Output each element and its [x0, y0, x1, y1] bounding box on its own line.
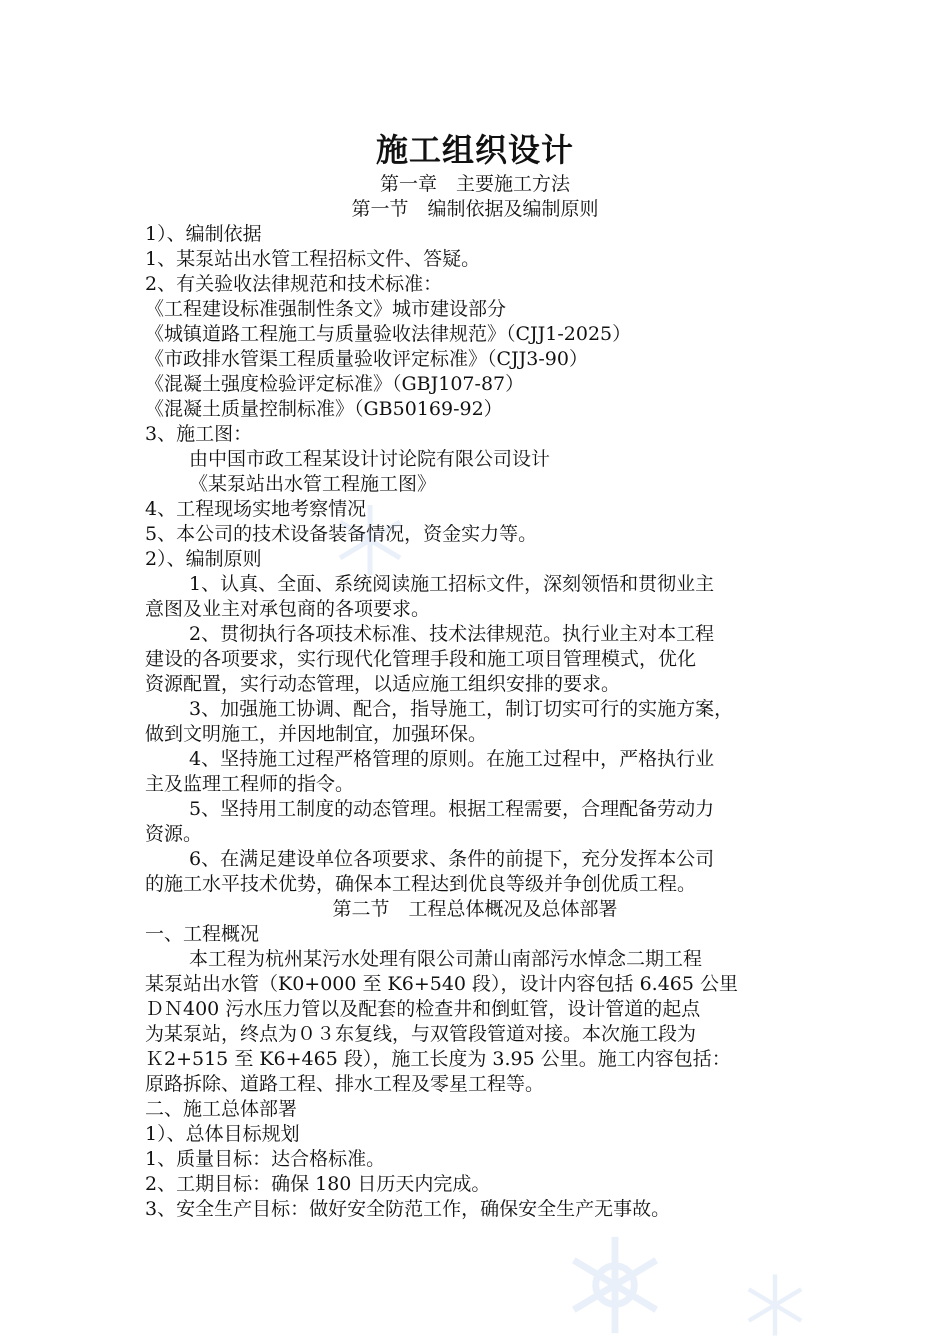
- text-line: 本工程为杭州某污水处理有限公司萧山南部污水悼念二期工程: [189, 948, 703, 970]
- text-line: 2、贯彻执行各项技术标准、技术法律规范。执行业主对本工程: [189, 623, 715, 645]
- text-line: 3、施工图：: [145, 423, 253, 445]
- section-heading: 第一节 编制依据及编制原则: [351, 198, 599, 220]
- text-line: 《工程建设标准强制性条文》城市建设部分: [145, 298, 507, 320]
- text-line: ＤＮ400 污水压力管以及配套的检查井和倒虹管，设计管道的起点: [145, 998, 701, 1020]
- text-line: 5、本公司的技术设备装备情况，资金实力等。: [145, 523, 538, 545]
- text-line: 原路拆除、道路工程、排水工程及零星工程等。: [145, 1073, 545, 1095]
- text-line: 《某泵站出水管工程施工图》: [189, 473, 437, 495]
- text-line: 1）、编制依据: [145, 223, 262, 245]
- text-line: 1、认真、全面、系统阅读施工招标文件，深刻领悟和贯彻业主: [189, 573, 715, 595]
- snowflake-watermark-icon: [740, 1270, 810, 1340]
- text-line: 做到文明施工，并因地制宜，加强环保。: [145, 723, 488, 745]
- text-line: 二、施工总体部署: [145, 1098, 298, 1120]
- text-line: 由中国市政工程某设计讨论院有限公司设计: [189, 448, 551, 470]
- text-line: 5、坚持用工制度的动态管理。根据工程需要，合理配备劳动力: [189, 798, 715, 820]
- text-line: 2）、编制原则: [145, 548, 262, 570]
- text-line: 6、在满足建设单位各项要求、条件的前提下，充分发挥本公司: [189, 848, 715, 870]
- text-line: 2、工期目标：确保 180 日历天内完成。: [145, 1173, 491, 1195]
- snowflake-watermark-icon: [560, 1230, 670, 1340]
- text-line: Ｋ2+515 至 K6+465 段），施工长度为 3.95 公里。施工内容包括：: [145, 1048, 731, 1070]
- text-line: 《混凝土强度检验评定标准》（GBJ107-87）: [145, 373, 525, 395]
- text-line: 3、加强施工协调、配合，指导施工，制订切实可行的实施方案，: [189, 698, 734, 720]
- text-line: 一、工程概况: [145, 923, 260, 945]
- text-line: 为某泵站，终点为０３东复线，与双管段管道对接。本次施工段为: [145, 1023, 697, 1045]
- text-line: 主及监理工程师的指令。: [145, 773, 355, 795]
- text-line: 2、有关验收法律规范和技术标准：: [145, 273, 443, 295]
- document-body: [145, 172, 825, 1222]
- text-line: 3、安全生产目标：做好安全防范工作，确保安全生产无事故。: [145, 1198, 671, 1220]
- text-line: 《市政排水管渠工程质量验收评定标准》（CJJ3-90）: [145, 348, 588, 370]
- text-line: 某泵站出水管（K0+000 至 K6+540 段），设计内容包括 6.465 公里: [145, 973, 739, 995]
- text-line: 1、质量目标：达合格标准。: [145, 1148, 386, 1170]
- section-heading: 第二节 工程总体概况及总体部署: [332, 898, 618, 920]
- section-heading: 第一章 主要施工方法: [379, 173, 570, 195]
- text-line: 《混凝土质量控制标准》（GB50169-92）: [145, 398, 503, 420]
- text-line: 4、工程现场实地考察情况: [145, 498, 367, 520]
- text-line: 1）、总体目标规划: [145, 1123, 300, 1145]
- document-title: 施工组织设计: [375, 131, 574, 169]
- text-line: 资源配置，实行动态管理，以适应施工组织安排的要求。: [145, 673, 621, 695]
- text-line: 《城镇道路工程施工与质量验收法律规范》（CJJ1-2025）: [145, 323, 632, 345]
- text-line: 意图及业主对承包商的各项要求。: [145, 598, 431, 620]
- text-line: 建设的各项要求，实行现代化管理手段和施工项目管理模式，优化: [145, 648, 697, 670]
- text-line: 资源。: [145, 823, 203, 845]
- text-line: 4、坚持施工过程严格管理的原则。在施工过程中，严格执行业: [189, 748, 715, 770]
- text-line: 1、某泵站出水管工程招标文件、答疑。: [145, 248, 481, 270]
- text-line: 的施工水平技术优势，确保本工程达到优良等级并争创优质工程。: [145, 873, 697, 895]
